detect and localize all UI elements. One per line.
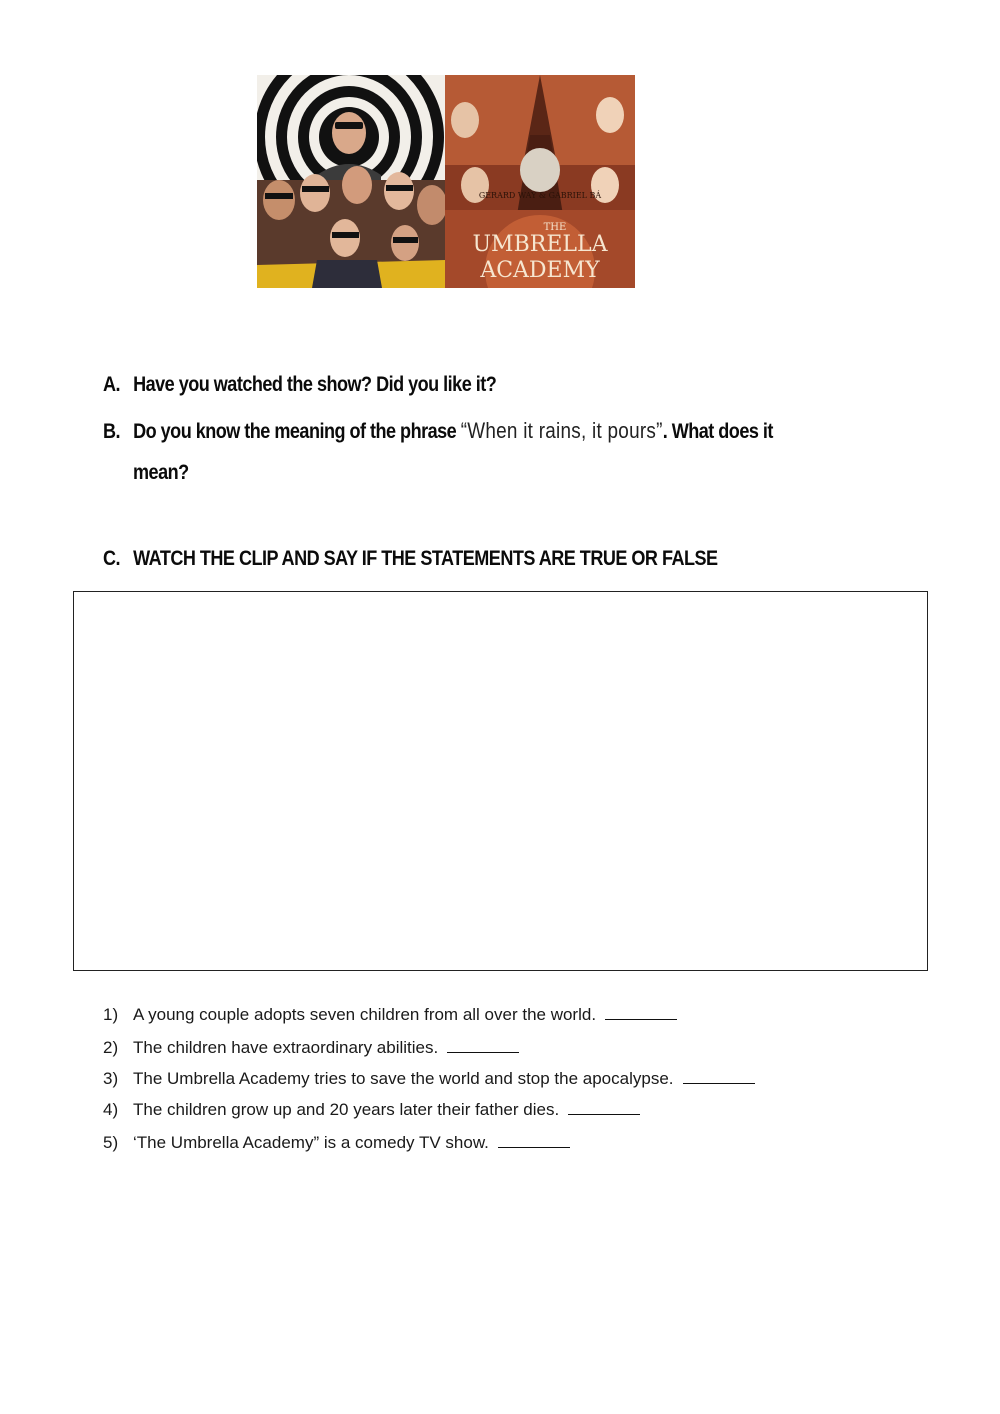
statement-text: A young couple adopts seven children from all over the world. (133, 1005, 597, 1024)
answer-blank-1[interactable] (605, 1005, 677, 1020)
answer-blank-4[interactable] (568, 1100, 640, 1115)
comic-cover-art (445, 75, 635, 288)
question-b-line2 (133, 461, 189, 485)
statement-4 (103, 1100, 640, 1120)
answer-blank-2[interactable] (447, 1038, 519, 1053)
comic-title-academy: ACADEMY (480, 258, 600, 283)
statement-number: 2) (103, 1038, 119, 1057)
question-b-phrase: “When it rains, it pours” (460, 418, 663, 443)
statement-3 (103, 1069, 755, 1089)
video-clip-frame[interactable] (73, 591, 928, 971)
answer-blank-5[interactable] (498, 1133, 570, 1148)
cover-image (257, 75, 635, 288)
statement-number: 5) (103, 1133, 119, 1152)
statement-2 (103, 1038, 519, 1058)
question-b-text: Do you know the meaning of the phrase (133, 420, 461, 443)
question-c-letter: C. (103, 547, 121, 570)
comic-title-umbrella: UMBRELLA (472, 232, 608, 257)
cast-poster-art (257, 75, 445, 288)
question-c-text: WATCH THE CLIP AND SAY IF THE STATEMENTS ARE TRUE OR FALSE (133, 547, 718, 570)
question-a-letter: A. (103, 373, 121, 396)
question-b-text-after: . What does it (662, 420, 773, 443)
comic-title-the: THE (543, 222, 567, 233)
statement-number: 3) (103, 1069, 119, 1088)
answer-blank-3[interactable] (683, 1069, 755, 1084)
comic-credit: GERARD WAY & GABRIEL BÁ (478, 191, 602, 200)
question-b (103, 418, 773, 444)
comic-cover-image (445, 75, 635, 288)
question-c (103, 547, 718, 571)
statement-text: ‘The Umbrella Academy” is a comedy TV show. (133, 1133, 489, 1152)
question-b-letter: B. (103, 420, 121, 443)
question-a-text: Have you watched the show? Did you like it? (133, 373, 497, 396)
question-b-text-line2: mean? (133, 461, 189, 484)
statement-text: The children grow up and 20 years later their father dies. (133, 1100, 560, 1119)
cast-poster-image (257, 75, 445, 288)
statement-number: 1) (103, 1005, 119, 1024)
statement-number: 4) (103, 1100, 119, 1119)
question-a (103, 373, 496, 397)
statement-5 (103, 1133, 570, 1153)
statement-text: The Umbrella Academy tries to save the world and stop the apocalypse. (133, 1069, 674, 1088)
statement-text: The children have extraordinary abilities. (133, 1038, 439, 1057)
statement-1 (103, 1005, 677, 1025)
